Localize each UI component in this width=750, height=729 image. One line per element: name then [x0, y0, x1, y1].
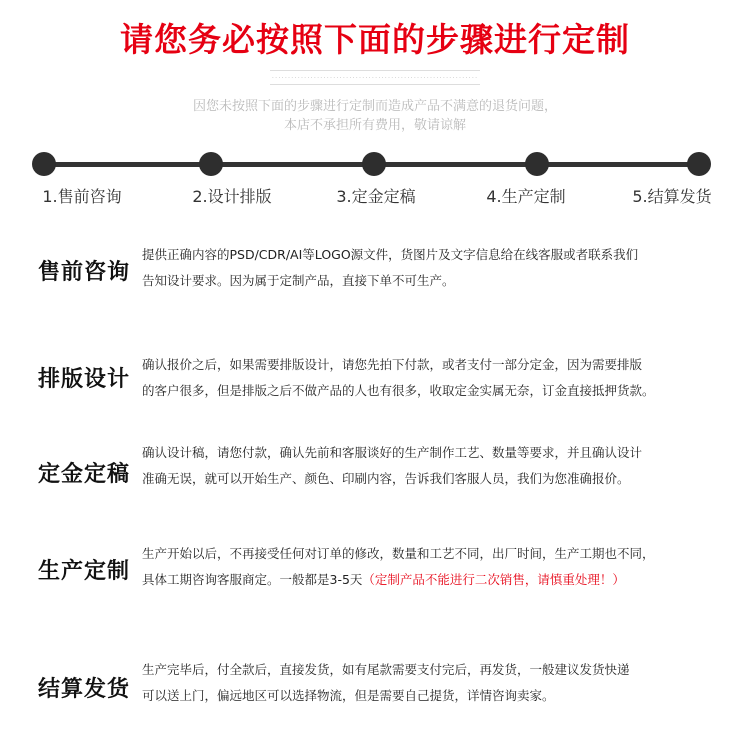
section-line: 的客户很多，但是排版之后不做产品的人也有很多，收取定金实属无奈，订金直接抵押货款。: [142, 383, 655, 398]
section-heading-consult: 售前咨询: [38, 260, 131, 285]
section-heading-deposit: 定金定稿: [38, 462, 131, 487]
notice-line-1: 因您未按照下面的步骤进行定制而造成产品不满意的退货问题，: [192, 99, 557, 114]
step-dot-5: [687, 152, 711, 176]
section-line: 告知设计要求。因为属于定制产品，直接下单不可生产。: [142, 273, 455, 288]
section-heading-production: 生产定制: [38, 559, 131, 584]
section-line-text: 具体工期咨询客服商定。一般都是3-5天: [142, 572, 363, 587]
section-body-layout: [142, 352, 727, 404]
section-body-production: [142, 541, 727, 593]
step-dot-3: [362, 152, 386, 176]
notice-line-2: 本店不承担所有费用，敬请谅解: [283, 118, 466, 133]
step-dot-2: [199, 152, 223, 176]
step-label-4: 4.生产定制: [486, 187, 566, 206]
section-line: 生产开始以后，不再接受任何对订单的修改，数量和工艺不同，出厂时间，生产工期也不同，: [142, 546, 655, 561]
section-heading-layout: 排版设计: [38, 367, 131, 392]
page-title: 请您务必按照下面的步骤进行定制: [120, 20, 630, 59]
warning-text: （定制产品不能进行二次销售，请慎重处理！）: [362, 572, 625, 587]
decorative-dots: ................................................................: [271, 72, 479, 80]
step-dot-1: [32, 152, 56, 176]
step-dot-4: [525, 152, 549, 176]
step-label-2: 2.设计排版: [192, 187, 272, 206]
section-line: 确认报价之后，如果需要排版设计，请您先拍下付款，或者支付一部分定金，因为需要排版: [142, 357, 643, 372]
decorative-divider: [270, 84, 480, 85]
section-line: 准确无误，就可以开始生产、颜色、印刷内容，告诉我们客服人员，我们为您准确报价。: [142, 471, 630, 486]
step-label-5: 5.结算发货: [632, 187, 712, 206]
section-line: 可以送上门，偏远地区可以选择物流，但是需要自己提货，详情咨询卖家。: [142, 688, 555, 703]
section-line: 提供正确内容的PSD/CDR/AI等LOGO源文件，货图片及文字信息给在线客服或者联系我们: [142, 247, 639, 262]
section-line: 生产完毕后，付全款后，直接发货，如有尾款需要支付完后，再发货，一般建议发货快递: [142, 662, 630, 677]
section-body-settlement: [142, 657, 727, 709]
step-label-1: 1.售前咨询: [42, 187, 122, 206]
section-body-consult: [142, 242, 727, 294]
section-line: [142, 567, 727, 593]
step-label-3: 3.定金定稿: [336, 187, 416, 206]
decorative-divider: [270, 70, 480, 71]
section-heading-settlement: 结算发货: [38, 677, 131, 702]
section-body-deposit: [142, 440, 727, 492]
section-line: 确认设计稿，请您付款，确认先前和客服谈好的生产制作工艺、数量等要求，并且确认设计: [142, 445, 643, 460]
